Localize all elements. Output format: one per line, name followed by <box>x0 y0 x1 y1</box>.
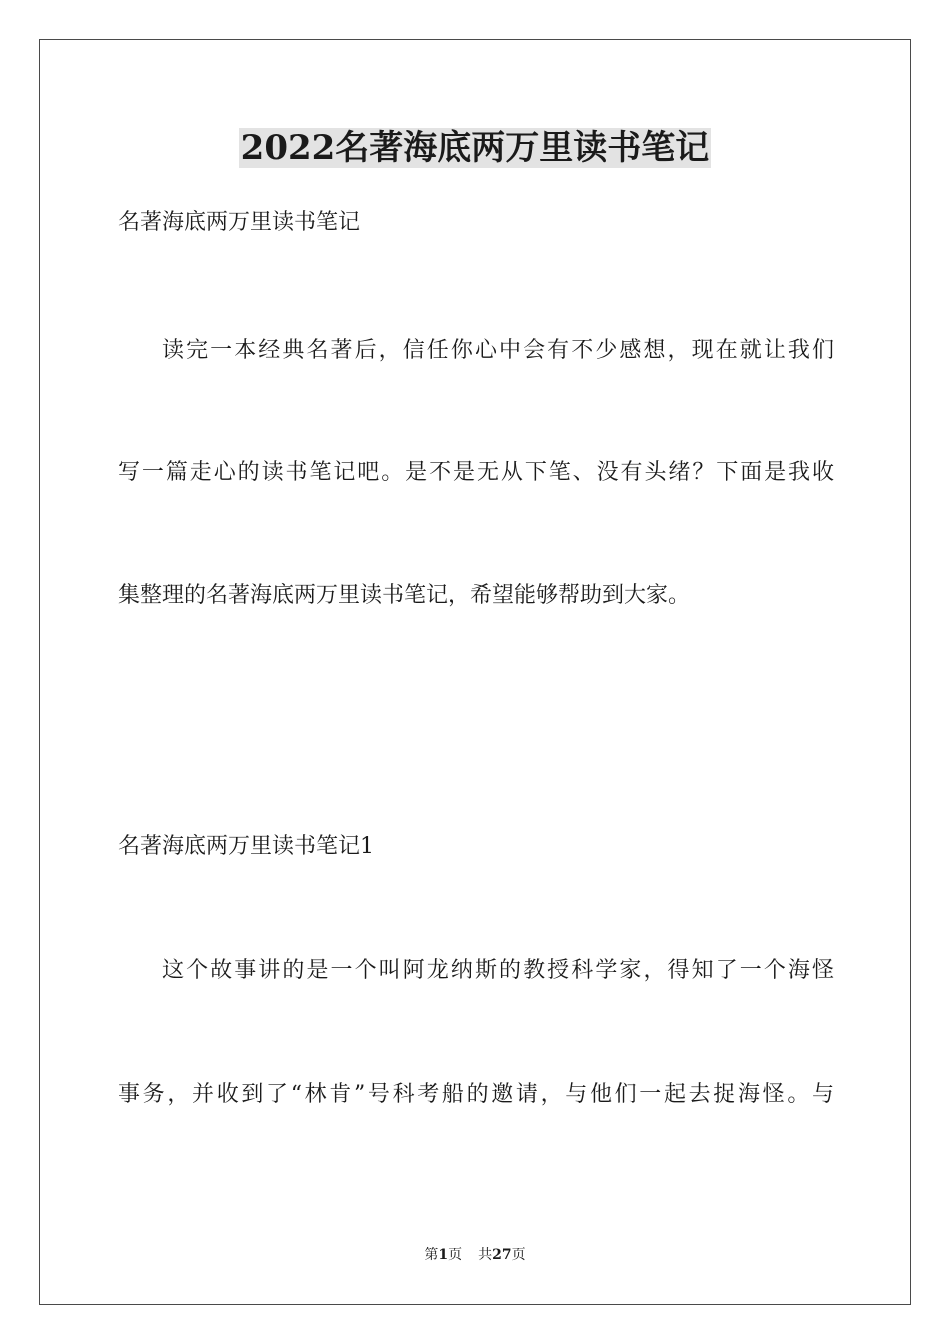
footer-total-suffix: 页 <box>511 1247 526 1263</box>
paragraph-line: 集整理的名著海底两万里读书笔记，希望能够帮助到大家。 <box>118 583 691 608</box>
paragraph-line: 这个故事讲的是一个叫阿龙纳斯的教授科学家，得知了一个海怪 <box>162 958 834 983</box>
footer-total-prefix: 共 <box>478 1247 493 1263</box>
footer-page-prefix: 第 <box>424 1247 439 1263</box>
document-title-text: 2022名著海底两万里读书笔记 <box>240 128 710 168</box>
subtitle-line: 名著海底两万里读书笔记 <box>118 210 361 235</box>
paragraph-line: 写一篇走心的读书笔记吧。是不是无从下笔、没有头绪？下面是我收 <box>118 460 834 485</box>
paragraph-line: 事务，并收到了“林肯”号科考船的邀请，与他们一起去捉海怪。与 <box>118 1082 834 1107</box>
footer-page-current: 1 <box>438 1247 449 1263</box>
section-heading: 名著海底两万里读书笔记1 <box>118 834 374 859</box>
document-title <box>0 126 950 170</box>
footer-page-suffix: 页 <box>448 1247 463 1263</box>
footer-page-total: 27 <box>492 1247 512 1263</box>
paragraph-line: 读完一本经典名著后，信任你心中会有不少感想，现在就让我们 <box>162 338 834 363</box>
page-footer <box>0 1245 950 1265</box>
